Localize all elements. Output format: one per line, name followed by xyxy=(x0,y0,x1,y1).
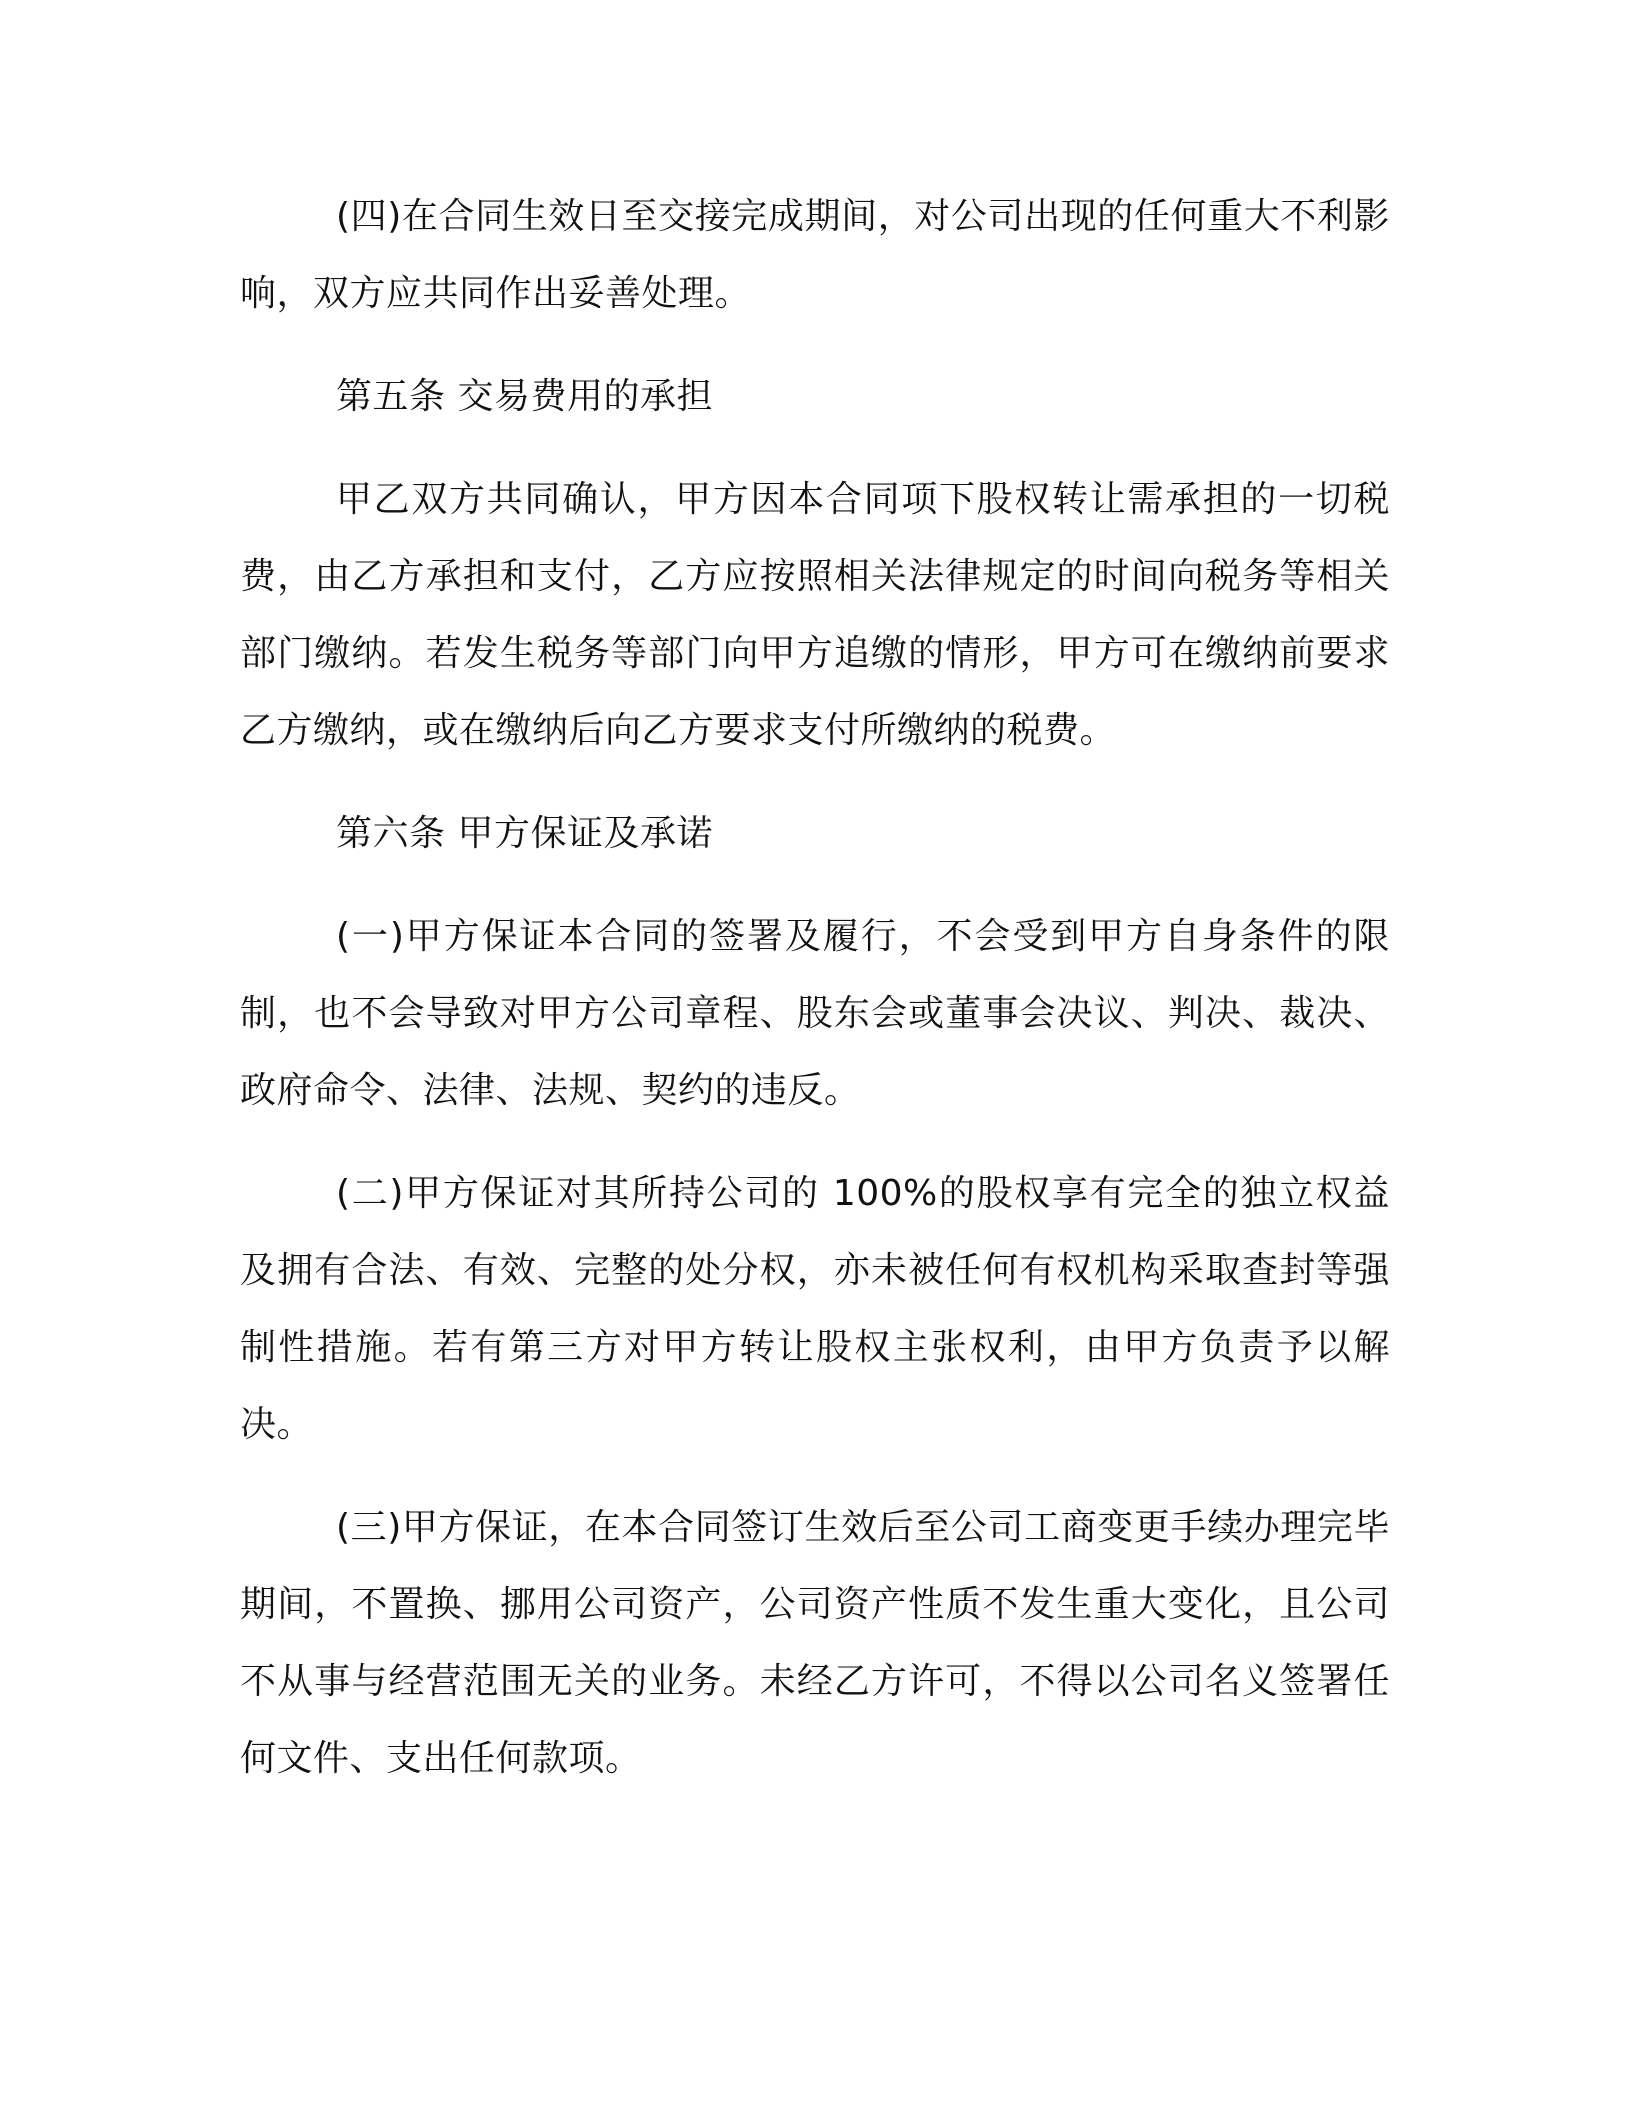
article-5-paragraph: 甲乙双方共同确认，甲方因本合同项下股权转让需承担的一切税费，由乙方承担和支付，乙方应按照相关法律规定的时间向税务等相关部门缴纳。若发生税务等部门向甲方追缴的情形，甲方可在缴纳前要求乙方缴纳，或在缴纳后向乙方要求支付所缴纳的税费。 xyxy=(240,479,1390,751)
article-6-heading: 第六条 甲方保证及承诺 xyxy=(336,813,713,854)
article-6-clause-3-paragraph: (三)甲方保证，在本合同签订生效后至公司工商变更手续办理完毕期间，不置换、挪用公司资产，公司资产性质不发生重大变化，且公司不从事与经营范围无关的业务。未经乙方许可，不得以公司名义签署任何文件、支出任何款项。 xyxy=(240,1507,1390,1779)
article-5-heading: 第五条 交易费用的承担 xyxy=(336,376,713,417)
article-6-clause-2-paragraph: (二)甲方保证对其所持公司的 100%的股权享有完全的独立权益及拥有合法、有效、完整的处分权，亦未被任何有权机构采取查封等强制性措施。若有第三方对甲方转让股权主张权利，由甲方负责予以解决。 xyxy=(240,1173,1390,1445)
clause-4-paragraph: (四)在合同生效日至交接完成期间，对公司出现的任何重大不利影响，双方应共同作出妥善处理。 xyxy=(240,196,1390,314)
document-body xyxy=(240,178,1390,1823)
article-6-clause-1-paragraph: (一)甲方保证本合同的签署及履行，不会受到甲方自身条件的限制，也不会导致对甲方公司章程、股东会或董事会决议、判决、裁决、政府命令、法律、法规、契约的违反。 xyxy=(240,916,1390,1111)
